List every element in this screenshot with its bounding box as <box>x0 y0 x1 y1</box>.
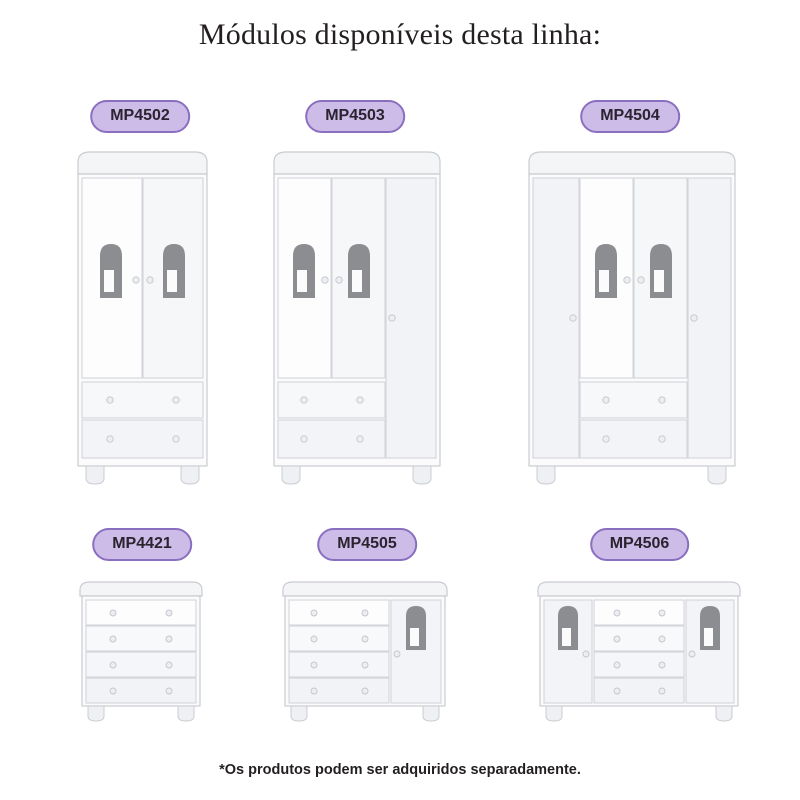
footnote: *Os produtos podem ser adquiridos separadamente. <box>219 762 581 778</box>
module-card-mp4504[interactable] <box>510 100 750 490</box>
module-code-badge: MP4421 <box>92 528 192 561</box>
module-code-badge: MP4503 <box>305 100 405 133</box>
module-code-badge: MP4506 <box>590 528 690 561</box>
wardrobe-3-doors-illustration <box>260 148 455 488</box>
dresser-4-drawers-1-door-illustration <box>277 572 457 732</box>
chest-4-drawers-illustration <box>72 572 212 732</box>
module-card-mp4506[interactable] <box>532 528 747 738</box>
dresser-4-drawers-2-doors-illustration <box>532 572 747 732</box>
module-code-badge: MP4502 <box>90 100 190 133</box>
module-code-badge: MP4504 <box>580 100 680 133</box>
module-code-badge: MP4505 <box>317 528 417 561</box>
page-title: Módulos disponíveis desta linha: <box>198 18 602 51</box>
wardrobe-2-doors-illustration <box>70 148 215 488</box>
module-card-mp4421[interactable] <box>62 528 222 738</box>
module-card-mp4502[interactable] <box>60 100 220 490</box>
module-card-mp4503[interactable] <box>255 100 455 490</box>
module-card-mp4505[interactable] <box>272 528 462 738</box>
wardrobe-4-doors-illustration <box>515 148 750 488</box>
